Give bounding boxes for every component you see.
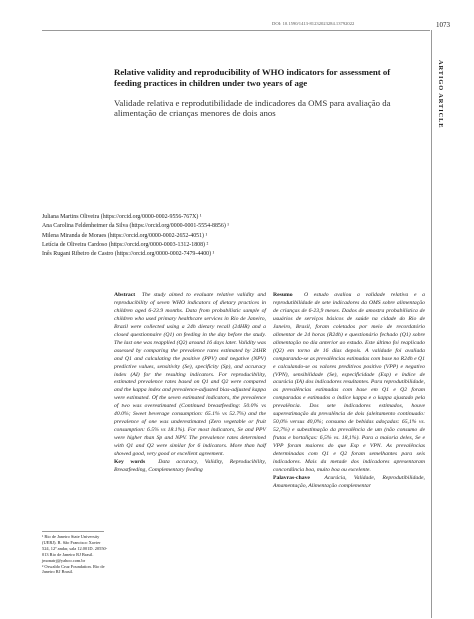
- footnote-affiliation-1: ¹ Rio de Janeiro State University (UERJ). R. São Francisco Xavier 524, 12º andar, sala 12.001D. 20550-013 Rio de Janeiro RJ Brasil. jmonatrj@yahoo.com.br: [42, 534, 108, 563]
- abstract-heading: Abstract: [114, 292, 136, 298]
- title-english: Relative validity and reproducibility of WHO indicators for assessment of feeding practices in children under two years of age: [114, 67, 391, 88]
- abstract-keywords: Data accuracy, Validity, Reproducibility, Breastfeeding, Complementary feeding: [114, 459, 266, 473]
- author-list: [42, 213, 362, 259]
- resumo-block: [273, 292, 425, 491]
- resumo-keywords-label: Palavras-chave: [273, 474, 310, 481]
- author-line: Letícia de Oliveira Cardoso (https://orcid.org/0000-0003-1312-1808) ²: [42, 241, 209, 248]
- header-rule: [42, 30, 430, 31]
- page-number: 1073: [436, 21, 450, 29]
- margin-rule: [431, 30, 432, 618]
- abstract-keywords-label: Key words: [114, 459, 146, 466]
- footnote-rule: [42, 531, 104, 532]
- author-line: Milena Miranda de Moraes (https://orcid.org/0000-0002-2652-4051) ¹: [42, 232, 208, 239]
- abstract-block: [114, 292, 266, 475]
- author-line: Ana Carolina Feldenheimer da Silva (https://orcid.org/0000-0001-5554-8856) ¹: [42, 223, 230, 230]
- article-type-text: ARTIGO ARTICLE: [437, 60, 444, 129]
- article-type-label: [436, 60, 446, 150]
- author-line: Juliana Martins Oliveira (https://orcid.org/0000-0002-9556-767X) ¹: [42, 214, 202, 220]
- footnote-affiliation-2: ² Oswaldo Cruz Foundation. Rio de Janeiro RJ Brasil.: [42, 563, 105, 575]
- doi-text: DOI: 10.1590/1413-81232023284.13792022: [272, 21, 355, 26]
- title-portuguese: Validade relativa e reprodutibilidade de indicadores da OMS para avaliação da alimentação de crianças menores de dois anos: [114, 98, 391, 119]
- resumo-heading: Resumo: [273, 292, 293, 298]
- resumo-keywords: Acurácia, Validade, Reprodutibilidade, Amamentação, Alimentação complementar: [273, 474, 425, 489]
- footnotes: [42, 534, 108, 575]
- abstract-text: The study aimed to evaluate relative validity and reproducibility of seven WHO indicators of dietary practices in children aged 6-23.9 months. Data from probabilistic sample of children who used primary healthcare services in Rio de Janeiro, Brazil were collected using a 24h dietary recall (24HR) and a closed questionnaire (Q1) on feeding in the day before the study. The last one was reapplied (Q2) around 16 days later. Validity was assessed by comparing the prevalence rates estimated by 24HR and Q1 and calculating the positive (PPV) and negative (NPV) predictive values, sensitivity (Se), specificity (Sp), and accuracy index (AI) for the resulting indicators. For reproducibility, estimated prevalence rates based on Q1 and Q2 were compared and the kappa index and prevalence-adjusted bias-adjusted kappa were estimated. Of the seven estimated indicators, the prevalence of two was overestimated (Continued breastfeeding: 50.0% vs 40.0%; Sweet beverage consumption: 65.1% vs 52.7%) and the prevalence of one was underestimated (Zero vegetable or fruit consumption: 6.5% vs 18.1%). For most indicators, Se and PPV were higher than Sp and NPV. The prevalence rates determined with Q1 and Q2 were similar for 6 indicators. More than half showed good, very good or excellent agreement.: [114, 292, 266, 458]
- author-line: Inês Rugani Ribeiro de Castro (https://orcid.org/0000-0002-7479-4400) ¹: [42, 251, 215, 258]
- resumo-text: O estudo avaliou a validade relativa e a reprodutibilidade de sete indicadores da OMS sobre alimentação de crianças de 6-23,9 meses. Dados de amostra probabilística de usuários de serviços básicos de saúde na cidade do Rio de Janeiro, Brasil, foram coletados por meio de recordatório alimentar de 24 horas (R24h) e questionário fechado (Q1) sobre alimentação no dia anterior ao estudo. Este último foi reaplicado (Q2) em torno de 16 dias depois. A validade foi avaliada comparando-se as prevalências estimadas com base no R24h e Q1 e calculando-se os valores preditivos positivo (VPP) e negativo (VPN), sensibilidade (Se), especificidade (Esp) e índice de acurácia (IA) dos indicadores resultantes. Para reprodutibilidade, as prevalências estimadas com base em Q1 e Q2 foram comparadas e estimados o índice kappa e o kappa ajustado pela prevalência. Dos sete indicadores estimados, houve superestimação da prevalência de dois (aleitamento continuado: 50,0% versus 40,0%; consumo de bebidas adoçadas: 65,1% vs. 52,7%) e subestimação da prevalência de um (não consumo de frutas e hortaliças: 6,5% vs. 18,1%). Para a maioria deles, Se e VPP foram maiores do que Esp e VPN. As prevalências determinadas com Q1 e Q2 foram semelhantes para seis indicadores. Mais da metade dos indicadores apresentaram concordância boa, muito boa ou excelente.: [273, 292, 425, 473]
